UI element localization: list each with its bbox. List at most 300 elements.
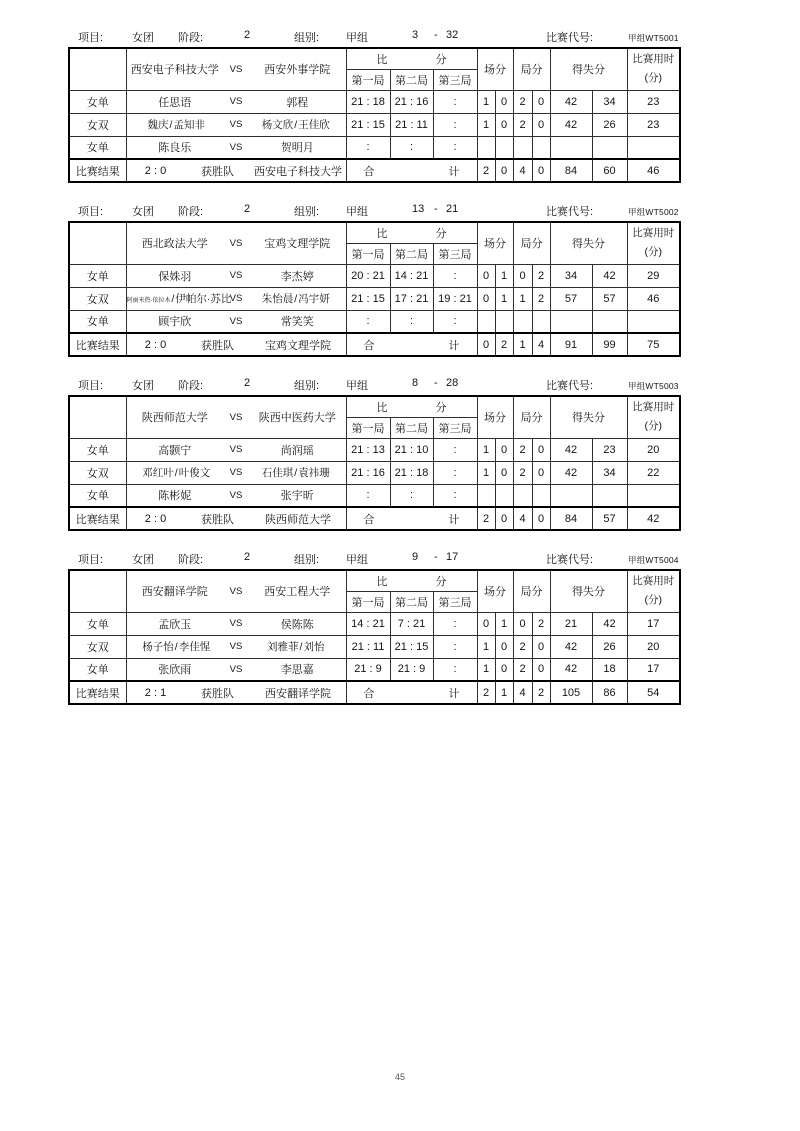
set-loss-cell: 1	[495, 681, 513, 704]
game-loss-cell	[532, 136, 550, 159]
game-loss-cell: 0	[532, 507, 550, 530]
group-value: 甲组	[346, 554, 368, 566]
game-loss-cell: 4	[532, 333, 550, 356]
game-win-cell	[513, 310, 532, 333]
total-label-ji: 计	[448, 165, 460, 178]
game-score-cell: :	[433, 264, 477, 287]
player-left	[126, 291, 232, 306]
winner-label: 获胜队	[201, 513, 234, 526]
points-lost-cell	[592, 310, 627, 333]
set-loss-cell: 1	[495, 287, 513, 310]
player-name: 刘怡	[303, 641, 325, 653]
set-win-cell: 2	[477, 681, 495, 704]
points-won-cell	[550, 136, 592, 159]
duration-header-line1: 比赛用时	[632, 575, 675, 588]
player-right	[249, 487, 346, 503]
set-win-cell: 1	[477, 90, 495, 113]
points-won-cell: 84	[550, 159, 592, 182]
result-label-cell: 比赛结果	[69, 333, 126, 356]
total-label-he: 合	[363, 687, 375, 700]
game-score-cell: 21 : 15	[346, 113, 390, 136]
vs-label: VS	[229, 315, 243, 327]
event-value: 女团	[132, 380, 154, 392]
winner-team: 宝鸡文理学院	[265, 339, 331, 352]
points-lost-cell: 34	[592, 461, 627, 484]
vs-label: VS	[229, 641, 243, 652]
game-score-cell: 21 : 15	[390, 635, 433, 658]
duration-header-line2: (分)	[644, 72, 662, 85]
result-summary-cell	[126, 507, 346, 530]
game-score-cell: :	[433, 635, 477, 658]
score-header-cell	[346, 48, 477, 69]
game-header-cell-1: 第一局	[346, 591, 390, 612]
player-name: 石佳琪	[261, 467, 294, 479]
player-name: 魏庆	[147, 119, 169, 131]
game-header-cell-2: 第二局	[390, 591, 433, 612]
points-won-cell	[550, 310, 592, 333]
duration-cell	[627, 484, 680, 507]
game-header-cell-2: 第二局	[390, 417, 433, 438]
game-score-cell: 21 : 11	[346, 635, 390, 658]
player-name: 任思语	[158, 96, 192, 109]
player-left	[127, 442, 224, 458]
total-cell	[346, 159, 477, 182]
player-left	[127, 313, 224, 329]
player-right	[246, 639, 346, 654]
players-cell	[126, 264, 346, 287]
set-win-cell: 0	[477, 333, 495, 356]
player-name: 伊帕尔·苏比	[175, 293, 232, 305]
set-win-cell	[477, 136, 495, 159]
game-score-cell: 14 : 21	[390, 264, 433, 287]
player-name: 李思嘉	[280, 664, 314, 677]
set-points-header: 场分	[477, 48, 513, 90]
team2-name: 宝鸡文理学院	[264, 238, 331, 251]
seed-number-right: 17	[446, 551, 459, 563]
corner-cell	[69, 222, 126, 264]
result-summary-cell	[126, 681, 346, 704]
match-code-label: 比赛代号:	[546, 554, 594, 566]
player-right	[249, 94, 346, 110]
game-score-cell: 21 : 18	[346, 90, 390, 113]
points-lost-cell: 34	[592, 90, 627, 113]
points-won-cell: 42	[550, 113, 592, 136]
table-header-row	[69, 570, 680, 591]
team2-name: 西安工程大学	[264, 586, 331, 599]
vs-label: VS	[229, 270, 243, 281]
vs-label: VS	[229, 444, 243, 455]
game-win-cell: 2	[513, 113, 532, 136]
game-header-cell-3: 第三局	[433, 417, 477, 438]
total-cell	[346, 333, 477, 356]
player-right	[246, 117, 346, 132]
duration-cell: 17	[627, 658, 680, 681]
players-cell	[126, 90, 346, 113]
name-separator: /	[299, 641, 303, 653]
player-name: 杨子怡	[142, 641, 174, 653]
duration-header-line2: (分)	[644, 420, 662, 433]
duration-header-line1: 比赛用时	[632, 401, 675, 414]
player-name: 孟欣玉	[158, 618, 192, 631]
teams-cell	[126, 222, 346, 264]
vs-label: VS	[229, 663, 243, 675]
name-separator: /	[174, 467, 178, 479]
game-score-cell: 7 : 21	[390, 612, 433, 635]
result-summary-cell	[126, 333, 346, 356]
game-loss-cell: 2	[532, 612, 550, 635]
player-name: 孟知非	[173, 119, 205, 131]
game-loss-cell	[532, 310, 550, 333]
score-header-cell	[346, 570, 477, 591]
group-value: 甲组	[346, 380, 368, 392]
game-win-cell: 4	[513, 507, 532, 530]
set-win-cell	[477, 484, 495, 507]
result-label-cell: 比赛结果	[69, 507, 126, 530]
match-table	[68, 47, 681, 183]
player-left	[127, 117, 227, 132]
set-points-header: 场分	[477, 222, 513, 264]
duration-cell	[627, 136, 680, 159]
game-score-cell: 17 : 21	[390, 287, 433, 310]
player-left	[127, 661, 224, 677]
game-score-cell: 21 : 11	[390, 113, 433, 136]
match-row	[69, 113, 680, 136]
seed-dash: -	[434, 29, 438, 41]
player-name: 邓红叶	[142, 467, 174, 479]
set-loss-cell	[495, 484, 513, 507]
result-score: 2 : 0	[144, 512, 167, 525]
player-left	[127, 268, 224, 284]
event-label: 项目:	[78, 32, 104, 44]
match-type-cell: 女双	[69, 287, 126, 310]
match-type-cell: 女单	[69, 438, 126, 461]
event-value: 女团	[132, 554, 154, 566]
stage-value: 2	[244, 551, 251, 563]
players-cell	[126, 310, 346, 333]
game-loss-cell: 2	[532, 287, 550, 310]
duration-header	[627, 222, 680, 264]
match-sheet-3	[68, 376, 682, 531]
points-lost-cell: 42	[592, 264, 627, 287]
points-won-cell: 84	[550, 507, 592, 530]
result-score: 2 : 1	[144, 686, 167, 699]
match-row	[69, 136, 680, 159]
game-score-cell: :	[346, 484, 390, 507]
duration-cell: 42	[627, 507, 680, 530]
game-win-cell: 1	[513, 287, 532, 310]
duration-header-line1: 比赛用时	[632, 53, 675, 66]
vs-label: VS	[229, 618, 243, 629]
name-separator: /	[174, 641, 178, 653]
total-label-ji: 计	[448, 687, 460, 700]
set-loss-cell: 0	[495, 658, 513, 681]
result-summary-cell	[126, 159, 346, 182]
result-row	[69, 333, 680, 356]
players-cell	[126, 136, 346, 159]
duration-cell: 46	[627, 287, 680, 310]
points-lost-cell: 23	[592, 438, 627, 461]
players-cell	[126, 287, 346, 310]
result-row	[69, 507, 680, 530]
score-header-fen: 分	[435, 401, 447, 414]
seed-number-right: 21	[446, 203, 459, 215]
player-left	[127, 487, 224, 503]
game-score-cell: :	[346, 136, 390, 159]
points-won-cell: 42	[550, 90, 592, 113]
game-score-cell: :	[433, 658, 477, 681]
gain-loss-header: 得失分	[550, 396, 627, 438]
winner-team: 陕西师范大学	[265, 513, 331, 526]
duration-header-line2: (分)	[644, 594, 662, 607]
group-label: 组别:	[294, 206, 320, 218]
duration-cell: 29	[627, 264, 680, 287]
player-name: 常笑笑	[280, 316, 314, 329]
set-win-cell	[477, 310, 495, 333]
points-won-cell: 42	[550, 658, 592, 681]
set-loss-cell: 0	[495, 90, 513, 113]
group-label: 组别:	[294, 32, 320, 44]
game-loss-cell: 0	[532, 113, 550, 136]
group-value: 甲组	[346, 32, 368, 44]
match-sheet-1	[68, 28, 682, 183]
match-code-value: 甲组WT5003	[628, 381, 679, 391]
game-loss-cell: 2	[532, 681, 550, 704]
vs-label: VS	[229, 119, 243, 130]
event-label: 项目:	[78, 380, 104, 392]
match-code-label: 比赛代号:	[546, 32, 594, 44]
player-name: 杨文欣	[261, 119, 294, 131]
game-win-cell: 2	[513, 438, 532, 461]
team1-name: 西安翻译学院	[141, 586, 208, 599]
points-won-cell: 105	[550, 681, 592, 704]
name-separator: /	[171, 293, 175, 305]
points-lost-cell: 26	[592, 113, 627, 136]
set-loss-cell: 1	[495, 264, 513, 287]
match-info-row	[68, 202, 682, 221]
name-separator: /	[294, 293, 298, 305]
teams-cell	[126, 48, 346, 90]
game-score-cell: 21 : 13	[346, 438, 390, 461]
team2-name: 西安外事学院	[264, 64, 331, 77]
winner-team: 西安翻译学院	[265, 687, 331, 700]
game-win-cell: 4	[513, 681, 532, 704]
duration-cell: 75	[627, 333, 680, 356]
seed-number-left: 8	[412, 377, 419, 389]
match-type-cell: 女单	[69, 310, 126, 333]
stage-label: 阶段:	[178, 206, 204, 218]
match-row	[69, 264, 680, 287]
match-type-cell: 女单	[69, 90, 126, 113]
duration-cell: 23	[627, 113, 680, 136]
gain-loss-header: 得失分	[550, 48, 627, 90]
player-name: 袁祎珊	[298, 467, 330, 479]
match-code-label: 比赛代号:	[546, 380, 594, 392]
duration-cell	[627, 310, 680, 333]
player-name: 张宇昕	[280, 490, 314, 503]
set-win-cell: 1	[477, 635, 495, 658]
player-name: 李佳惺	[178, 641, 211, 653]
player-name: 王佳欣	[298, 119, 330, 131]
match-table	[68, 221, 681, 357]
team1-name: 西安电子科技大学	[130, 64, 219, 77]
game-points-header: 局分	[513, 570, 550, 612]
points-lost-cell	[592, 136, 627, 159]
result-label-cell: 比赛结果	[69, 159, 126, 182]
player-name: 贺明月	[280, 142, 314, 155]
set-win-cell: 0	[477, 264, 495, 287]
event-value: 女团	[132, 32, 154, 44]
game-score-cell: 21 : 15	[346, 287, 390, 310]
player-right	[249, 268, 346, 284]
duration-cell: 22	[627, 461, 680, 484]
players-cell	[126, 658, 346, 681]
corner-cell	[69, 48, 126, 90]
set-win-cell: 1	[477, 658, 495, 681]
game-score-cell: 21 : 16	[346, 461, 390, 484]
total-label-he: 合	[363, 513, 375, 526]
match-type-cell: 女双	[69, 461, 126, 484]
players-cell	[126, 484, 346, 507]
player-left	[127, 139, 224, 155]
player-name: 保姝羽	[158, 270, 192, 283]
result-score: 2 : 0	[144, 338, 167, 351]
duration-header	[627, 570, 680, 612]
duration-header-line2: (分)	[644, 246, 662, 259]
player-name: 张欣雨	[158, 664, 192, 677]
game-score-cell: :	[433, 461, 477, 484]
total-label-ji: 计	[448, 513, 460, 526]
set-loss-cell	[495, 136, 513, 159]
gain-loss-header: 得失分	[550, 222, 627, 264]
points-won-cell: 34	[550, 264, 592, 287]
points-won-cell: 42	[550, 461, 592, 484]
player-name: 陈彬妮	[158, 490, 192, 503]
score-header-bi: 比	[376, 575, 388, 588]
player-name: 朱怡晨	[261, 293, 294, 305]
game-score-cell: 21 : 9	[390, 658, 433, 681]
player-right	[249, 616, 346, 632]
score-header-fen: 分	[435, 227, 447, 240]
result-score: 2 : 0	[144, 164, 167, 177]
game-win-cell	[513, 484, 532, 507]
group-label: 组别:	[294, 554, 320, 566]
game-loss-cell: 2	[532, 264, 550, 287]
game-score-cell: 21 : 10	[390, 438, 433, 461]
result-row	[69, 159, 680, 182]
player-name: 侯陈陈	[280, 618, 314, 631]
result-label-cell: 比赛结果	[69, 681, 126, 704]
match-code-label: 比赛代号:	[546, 206, 594, 218]
player-name: 刘雅菲	[267, 641, 299, 653]
match-sheet-4	[68, 550, 682, 705]
points-lost-cell: 26	[592, 635, 627, 658]
player-name: 李杰婷	[280, 270, 314, 283]
score-header-fen: 分	[435, 53, 447, 66]
player-name: 阿丽米热·依拉木	[126, 298, 171, 304]
seed-number-right: 32	[446, 29, 459, 41]
game-win-cell: 0	[513, 264, 532, 287]
game-score-cell: :	[433, 484, 477, 507]
points-lost-cell: 57	[592, 507, 627, 530]
game-score-cell: :	[433, 90, 477, 113]
set-win-cell: 1	[477, 438, 495, 461]
game-score-cell: 19 : 21	[433, 287, 477, 310]
winner-label: 获胜队	[201, 165, 234, 178]
players-cell	[126, 612, 346, 635]
points-won-cell: 91	[550, 333, 592, 356]
points-lost-cell: 42	[592, 612, 627, 635]
stage-value: 2	[244, 377, 251, 389]
seed-number-left: 9	[412, 551, 419, 563]
game-score-cell: 20 : 21	[346, 264, 390, 287]
player-name: 尚润瑶	[280, 444, 314, 457]
event-label: 项目:	[78, 206, 104, 218]
seed-number-left: 3	[412, 29, 419, 41]
match-code-value: 甲组WT5001	[628, 33, 679, 43]
players-cell	[126, 438, 346, 461]
set-win-cell: 0	[477, 612, 495, 635]
set-points-header: 场分	[477, 396, 513, 438]
match-sheet-2	[68, 202, 682, 357]
points-lost-cell: 18	[592, 658, 627, 681]
game-score-cell: :	[433, 438, 477, 461]
match-type-cell: 女双	[69, 113, 126, 136]
seed-dash: -	[434, 203, 438, 215]
vs-label: VS	[229, 293, 243, 304]
game-points-header: 局分	[513, 222, 550, 264]
points-lost-cell: 60	[592, 159, 627, 182]
duration-cell: 23	[627, 90, 680, 113]
game-header-cell-2: 第二局	[390, 243, 433, 264]
seed-dash: -	[434, 551, 438, 563]
duration-cell: 46	[627, 159, 680, 182]
match-row	[69, 635, 680, 658]
match-row	[69, 484, 680, 507]
team1-name: 西北政法大学	[141, 238, 208, 251]
event-value: 女团	[132, 206, 154, 218]
game-score-cell: :	[390, 136, 433, 159]
vs-label: VS	[229, 411, 243, 423]
event-label: 项目:	[78, 554, 104, 566]
game-header-cell-2: 第二局	[390, 69, 433, 90]
seed-number-left: 13	[412, 203, 425, 215]
player-left	[127, 639, 227, 654]
game-score-cell: 14 : 21	[346, 612, 390, 635]
set-loss-cell: 2	[495, 333, 513, 356]
game-loss-cell: 0	[532, 635, 550, 658]
game-score-cell: :	[433, 113, 477, 136]
player-name: 高颢宁	[158, 444, 192, 457]
player-name: 郭程	[286, 96, 309, 109]
table-header-row	[69, 396, 680, 417]
match-code-value: 甲组WT5004	[628, 555, 679, 565]
vs-label: VS	[229, 489, 243, 501]
group-value: 甲组	[346, 206, 368, 218]
points-lost-cell: 57	[592, 287, 627, 310]
set-loss-cell	[495, 310, 513, 333]
game-win-cell: 2	[513, 90, 532, 113]
set-points-header: 场分	[477, 570, 513, 612]
match-type-cell: 女单	[69, 484, 126, 507]
vs-label: VS	[229, 585, 243, 597]
name-separator: /	[294, 467, 298, 479]
table-header-row	[69, 222, 680, 243]
result-row	[69, 681, 680, 704]
set-loss-cell: 0	[495, 507, 513, 530]
game-loss-cell: 0	[532, 461, 550, 484]
duration-cell: 20	[627, 438, 680, 461]
set-loss-cell: 0	[495, 113, 513, 136]
